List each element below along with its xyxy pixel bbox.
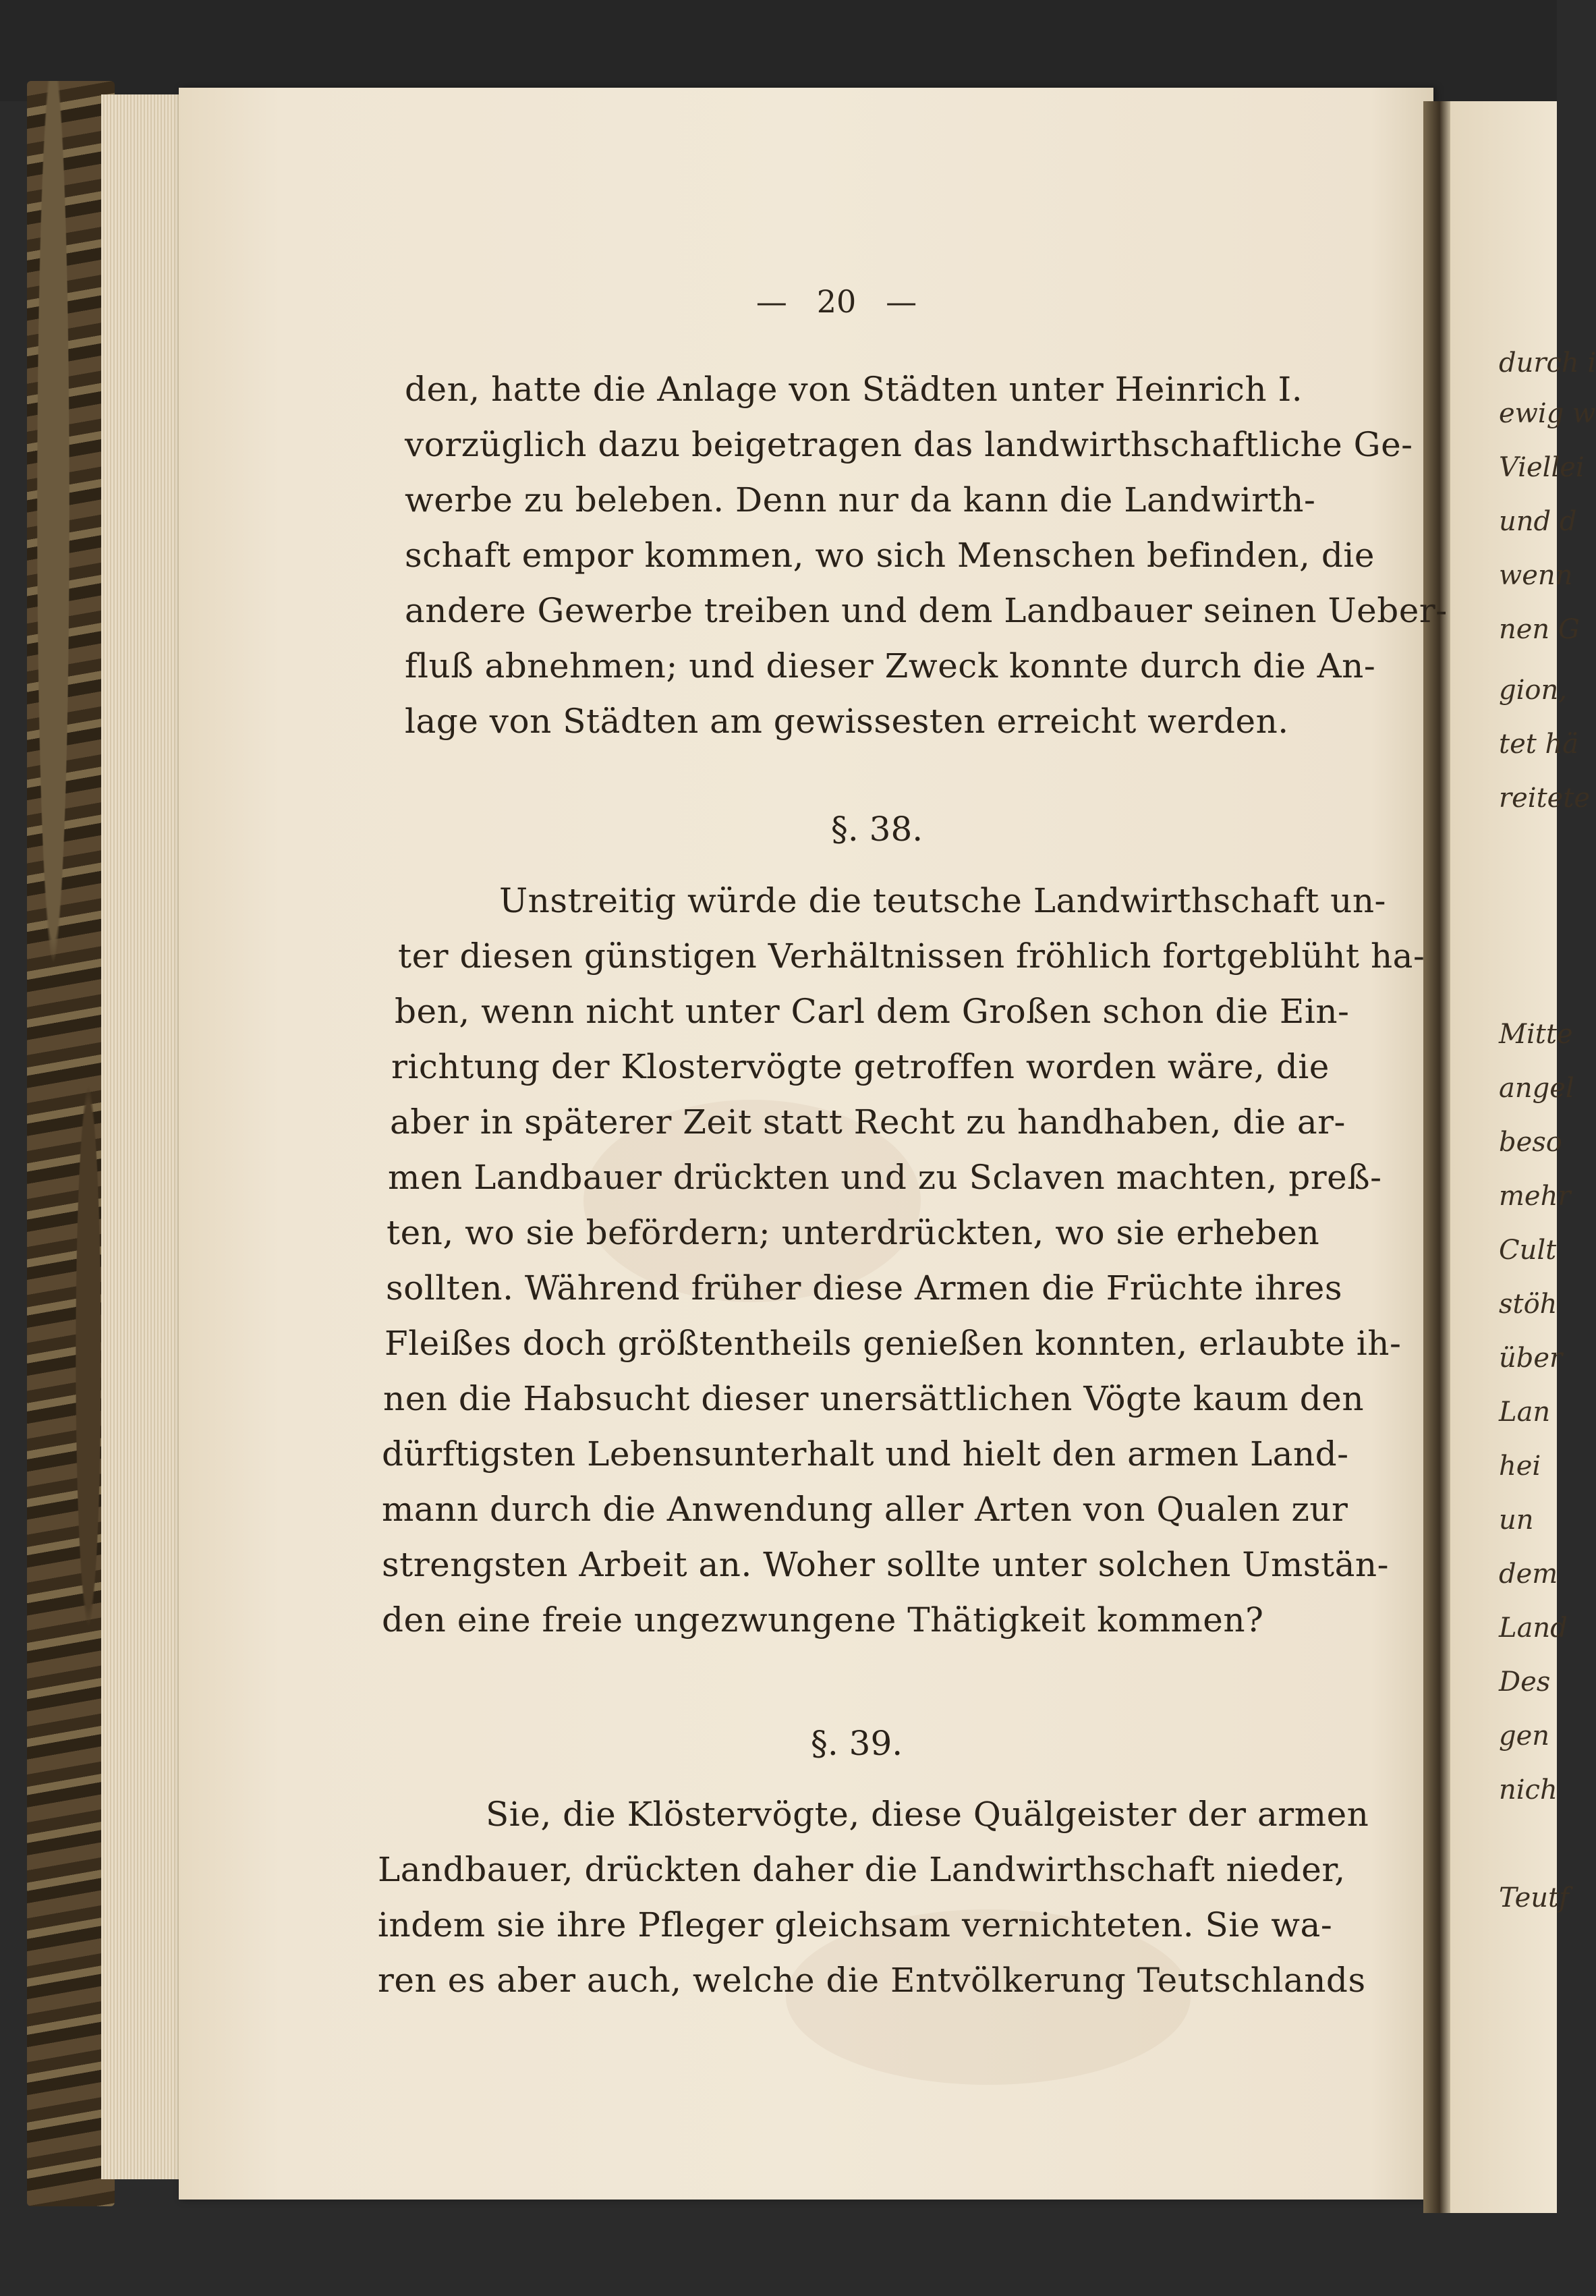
text-line: fluß abnehmen; und dieser Zweck konnte durch die An-	[405, 646, 1376, 685]
text-line: men Landbauer drückten und zu Sclaven machten, preß-	[388, 1158, 1382, 1197]
text-line: strengsten Arbeit an. Woher sollte unter solchen Umstän-	[382, 1545, 1390, 1584]
text-line: den eine freie ungezwungene Thätigkeit kommen?	[382, 1600, 1264, 1640]
facing-fragment: Des	[1499, 1667, 1551, 1698]
backdrop	[0, 0, 1557, 101]
facing-fragment: tet hä	[1499, 729, 1579, 760]
facing-fragment: un	[1499, 1505, 1534, 1536]
facing-fragment: durch i	[1499, 347, 1596, 379]
text-line: nen die Habsucht dieser unersättlichen Vögte kaum den	[383, 1379, 1365, 1418]
facing-fragment: Land	[1499, 1613, 1568, 1644]
facing-fragment: stöh	[1499, 1289, 1558, 1320]
facing-fragment: dem	[1499, 1559, 1558, 1590]
text-line: Fleißes doch größtentheils genießen konnten, erlaubte ih-	[384, 1324, 1402, 1363]
text-line: ten, wo sie befördern; unterdrückten, wo sie erheben	[387, 1213, 1320, 1252]
facing-fragment: wenn	[1499, 560, 1573, 591]
text-line: schaft empor kommen, wo sich Menschen befinden, die	[405, 536, 1375, 575]
section-heading: §. 38.	[830, 810, 923, 849]
section-heading: §. 39.	[810, 1724, 903, 1763]
facing-fragment: nen G	[1499, 614, 1580, 645]
facing-fragment: Mitte	[1499, 1019, 1573, 1050]
page-header	[742, 283, 931, 320]
text-line: sollten. Während früher diese Armen die Früchte ihres	[386, 1268, 1343, 1308]
text-line: indem sie ihre Pfleger gleichsam vernichteten. Sie wa-	[378, 1905, 1333, 1944]
text-line: lage von Städten am gewissesten erreicht werden.	[405, 702, 1289, 741]
facing-fragment: gion,	[1499, 675, 1567, 706]
header-dash: —	[756, 283, 787, 320]
text-line: aber in späterer Zeit statt Recht zu handhaben, die ar-	[390, 1102, 1346, 1142]
facing-fragment: Viellei	[1499, 452, 1585, 483]
facing-fragment: über	[1499, 1343, 1563, 1374]
text-line: ter diesen günstigen Verhältnissen fröhlich fortgeblüht ha-	[398, 936, 1425, 976]
text-line: werbe zu beleben. Denn nur da kann die Landwirth-	[405, 480, 1316, 520]
facing-fragment: gen	[1499, 1720, 1550, 1752]
facing-fragment: hei	[1499, 1451, 1541, 1482]
header-dash: —	[886, 283, 917, 320]
text-line: Landbauer, drückten daher die Landwirthschaft nieder,	[378, 1850, 1346, 1889]
facing-fragment: Cult	[1499, 1235, 1557, 1266]
facing-fragment: angel	[1499, 1073, 1574, 1104]
facing-fragment: mehr	[1499, 1181, 1571, 1212]
text-line: Sie, die Klöstervögte, diese Quälgeister der armen	[486, 1795, 1369, 1834]
text-line: Unstreitig würde die teutsche Landwirthschaft un-	[499, 881, 1386, 920]
text-line: vorzüglich dazu beigetragen das landwirthschaftliche Ge-	[405, 425, 1413, 464]
facing-fragment: reitete	[1499, 783, 1591, 814]
page-number: 20	[816, 283, 857, 320]
text-line: ren es aber auch, welche die Entvölkerung Teutschlands	[378, 1961, 1366, 2000]
text-line: andere Gewerbe treiben und dem Landbauer seinen Ueber-	[405, 591, 1448, 630]
facing-fragment: Lan	[1499, 1397, 1551, 1428]
text-line: richtung der Klostervögte getroffen worden wäre, die	[391, 1047, 1330, 1086]
text-line: den, hatte die Anlage von Städten unter Heinrich I.	[405, 370, 1303, 409]
text-line: ben, wenn nicht unter Carl dem Großen schon die Ein-	[395, 992, 1350, 1031]
facing-fragment: Teutf	[1499, 1882, 1569, 1913]
facing-fragment: und d	[1499, 506, 1577, 537]
text-line: dürftigsten Lebensunterhalt und hielt den armen Land-	[382, 1434, 1349, 1474]
facing-page	[1450, 101, 1596, 2213]
facing-fragment: beso	[1499, 1127, 1562, 1158]
facing-fragment: nich	[1499, 1774, 1558, 1805]
book-gutter	[1423, 101, 1450, 2213]
text-line: mann durch die Anwendung aller Arten von Qualen zur	[382, 1490, 1348, 1529]
facing-fragment: ewig w	[1499, 398, 1596, 429]
